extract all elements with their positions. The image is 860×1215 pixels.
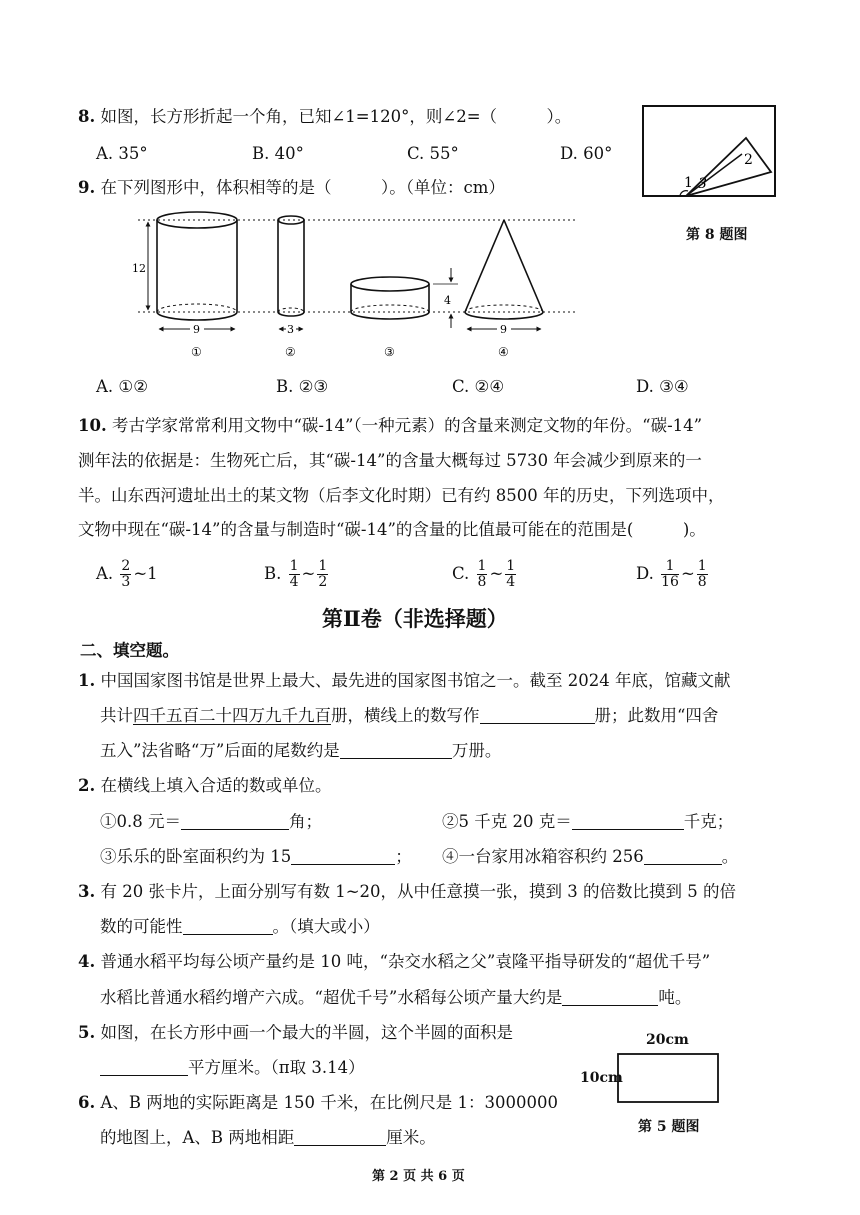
f1-text-2c: 册；此数用“四舍 (594, 706, 719, 725)
f6-number: 6. (78, 1093, 96, 1112)
f6-text-2a: 的地图上，A、B 两地相距 (100, 1128, 295, 1147)
q8-figure (640, 102, 780, 202)
f6-text-2b: 厘米。 (386, 1128, 436, 1147)
f1-blank-2[interactable] (340, 742, 452, 759)
q8-option-a[interactable]: A. 35° (96, 144, 148, 163)
q8-stem-line (78, 106, 571, 128)
f4-text-2a: 水稻比普通水稻约增产六成。“超优千号”水稻每公顷产量大约是 (100, 988, 563, 1007)
f1-line-2 (100, 705, 718, 727)
f1-line-3 (100, 740, 501, 762)
q10-option-b-frac-2 (317, 559, 328, 590)
q9-cylinder-3 (351, 277, 429, 319)
frac-den: 8 (697, 574, 707, 590)
q10-line-1 (78, 415, 702, 437)
q10-option-b-label: B. (264, 564, 282, 583)
q10-option-d-frac-1 (661, 559, 679, 590)
f6-line-1 (78, 1092, 558, 1114)
q9-width-1: 9 (193, 323, 200, 336)
q9-option-a[interactable]: A. ①② (96, 377, 148, 396)
f1-text-3a: 五入”法省略“万”后面的尾数约是 (100, 741, 340, 760)
f2-item-3-end: ； (395, 847, 412, 866)
f3-line-2 (100, 916, 380, 938)
page-footer: 第 2 页 共 6 页 (372, 1169, 465, 1184)
f5-fig-height: 10cm (580, 1070, 623, 1086)
f6-line-2 (100, 1127, 436, 1149)
q10-option-a[interactable] (96, 556, 158, 592)
f2-item-1-unit: 角； (289, 812, 322, 831)
frac-num: 2 (121, 558, 131, 574)
tilde: ~ (680, 564, 695, 583)
f1-number: 1. (78, 671, 96, 690)
f3-text-2b: 。（填大或小） (272, 917, 380, 936)
q8-option-c[interactable]: C. 55° (407, 144, 459, 163)
q8-option-b[interactable]: B. 40° (252, 144, 304, 163)
f5-line-2 (100, 1057, 365, 1079)
f2-line-1 (78, 775, 331, 797)
f2-item-2-unit: 千克； (683, 812, 734, 831)
frac-num: 1 (661, 559, 679, 575)
q9-marker-2: ② (285, 345, 296, 359)
q9-stem-line (78, 177, 505, 199)
q10-option-c-frac-2 (505, 559, 516, 590)
q9-width-4: 9 (500, 323, 507, 336)
f2-item-2-text: ②5 千克 20 克＝ (442, 812, 572, 831)
q9-marker-3: ③ (384, 345, 395, 359)
f3-blank[interactable] (183, 918, 273, 935)
f2-item-4-text: ④一台家用冰箱容积约 256 (442, 847, 644, 866)
q9-stem: 在下列图形中，体积相等的是（ ）。（单位：cm） (100, 178, 505, 197)
f2-blank-3[interactable] (291, 848, 395, 865)
f5-line-1 (78, 1022, 513, 1044)
q9-option-d[interactable]: D. ③④ (636, 377, 689, 396)
tilde: ~ (301, 564, 316, 583)
f4-blank[interactable] (562, 989, 658, 1006)
q10-line-2: 测年法的依据是：生物死亡后，其“碳-14”的含量大概每过 5730 年会减少到原来的一 (78, 451, 702, 470)
frac-den: 4 (506, 574, 516, 590)
part2-title: 第Ⅱ卷（非选择题） (322, 606, 508, 631)
frac-den: 3 (121, 574, 131, 590)
q8-angle-1: 1 (684, 175, 693, 191)
q10-option-c-frac-1 (477, 559, 488, 590)
q10-number: 10. (78, 416, 107, 435)
f5-number: 5. (78, 1023, 96, 1042)
f4-line-2 (100, 987, 691, 1009)
q10-option-b[interactable] (264, 556, 330, 592)
q10-line-3: 半。山东西河遗址出土的某文物（后李文化时期）已有约 8500 年的历史，下列选项中， (78, 486, 725, 505)
q9-option-b[interactable]: B. ②③ (276, 377, 329, 396)
q10-line-4: 文物中现在“碳-14”的含量与制造时“碳-14”的含量的比值最可能在的范围是( )。 (78, 520, 706, 539)
f2-item-2 (442, 811, 733, 833)
f1-line-1 (78, 670, 730, 692)
f2-item-3-text: ③乐乐的卧室面积约为 15 (100, 847, 292, 866)
f3-line-1 (78, 881, 736, 903)
f5-caption: 第 5 题图 (638, 1119, 700, 1135)
frac-den: 4 (289, 574, 299, 590)
f3-number: 3. (78, 882, 96, 901)
q9-marker-1: ① (191, 345, 202, 359)
q10-option-a-label: A. (96, 564, 114, 583)
frac-num: 1 (697, 558, 707, 574)
f6-blank[interactable] (294, 1129, 386, 1146)
q10-option-d-label: D. (636, 564, 654, 583)
frac-num: 1 (318, 558, 328, 574)
q9-number: 9. (78, 178, 96, 197)
f5-text-1: 如图，在长方形中画一个最大的半圆，这个半圆的面积是 (100, 1023, 513, 1042)
q9-option-c[interactable]: C. ②④ (452, 377, 505, 396)
f1-text-2a: 共计 (100, 706, 133, 725)
frac-den: 16 (661, 574, 679, 590)
q10-option-c[interactable] (452, 556, 518, 592)
f4-line-1 (78, 951, 710, 973)
q8-option-d[interactable]: D. 60° (560, 144, 613, 163)
f3-text-1: 有 20 张卡片，上面分别写有数 1~20，从中任意摸一张，摸到 3 的倍数比摸到 5 的倍 (100, 882, 737, 901)
f2-stem: 在横线上填入合适的数或单位。 (100, 776, 332, 795)
frac-den: 8 (477, 574, 487, 590)
q10-option-c-label: C. (452, 564, 470, 583)
f6-text-1: A、B 两地的实际距离是 150 千米，在比例尺是 1：3000000 (100, 1093, 558, 1112)
q8-stem: 如图，长方形折起一个角，已知∠1=120°，则∠2=（ ）。 (100, 107, 572, 126)
f5-blank[interactable] (100, 1059, 188, 1076)
f5-figure (616, 1052, 722, 1106)
f5-text-2b: 平方厘米。（π取 3.14） (188, 1058, 365, 1077)
q10-option-b-frac-1 (289, 559, 300, 590)
f1-blank-1[interactable] (480, 707, 595, 724)
f3-text-2a: 数的可能性 (100, 917, 183, 936)
q10-option-d-frac-2 (697, 559, 708, 590)
q9-width-2: 3 (287, 323, 294, 336)
q8-angle-3: 3 (698, 176, 707, 192)
f2-item-3 (100, 846, 412, 868)
frac-num: 1 (506, 558, 516, 574)
q9-cylinder-2 (278, 216, 304, 316)
f4-text-2b: 吨。 (658, 988, 692, 1007)
tilde: ~ (489, 564, 504, 583)
q8-caption: 第 8 题图 (686, 227, 748, 243)
q9-height-4: 4 (444, 294, 451, 307)
q9-marker-4: ④ (498, 345, 509, 359)
frac-num: 1 (477, 558, 487, 574)
q10-option-a-tail: ~1 (133, 564, 158, 583)
f1-text-2b: 册，横线上的数写作 (331, 706, 480, 725)
f2-item-1-text: ①0.8 元＝ (100, 812, 181, 831)
q9-cylinder-1 (157, 212, 237, 320)
f1-text-3b: 万册。 (451, 741, 502, 760)
frac-den: 2 (318, 574, 328, 590)
f2-blank-4[interactable] (644, 848, 722, 865)
q10-option-a-frac (120, 559, 131, 590)
f4-text-1: 普通水稻平均每公顷产量约是 10 吨，“杂交水稻之父”袁隆平指导研发的“超优千号” (100, 952, 711, 971)
f2-item-4-end: 。 (721, 847, 739, 866)
q8-number: 8. (78, 107, 96, 126)
f2-item-4 (442, 846, 738, 868)
f2-item-1 (100, 811, 322, 833)
f2-number: 2. (78, 776, 96, 795)
q8-angle-2: 2 (744, 152, 753, 168)
q9-height-12: 12 (132, 262, 146, 275)
f1-text-1: 中国国家图书馆是世界上最大、最先进的国家图书馆之一。截至 2024 年底，馆藏文献 (100, 671, 731, 690)
q9-figure (128, 208, 588, 368)
f2-blank-1[interactable] (181, 813, 289, 830)
f1-underlined-number: 四千五百二十四万九千九百 (133, 706, 331, 725)
q10-text-1: 考古学家常常利用文物中“碳-14”（一种元素）的含量来测定文物的年份。“碳-14” (111, 416, 703, 435)
f5-fig-width: 20cm (646, 1032, 689, 1048)
f2-blank-2[interactable] (572, 813, 684, 830)
f4-number: 4. (78, 952, 96, 971)
q10-option-d[interactable] (636, 556, 710, 592)
frac-num: 1 (289, 558, 299, 574)
section-heading: 二、填空题。 (80, 641, 179, 660)
q9-cone-4 (465, 220, 543, 319)
